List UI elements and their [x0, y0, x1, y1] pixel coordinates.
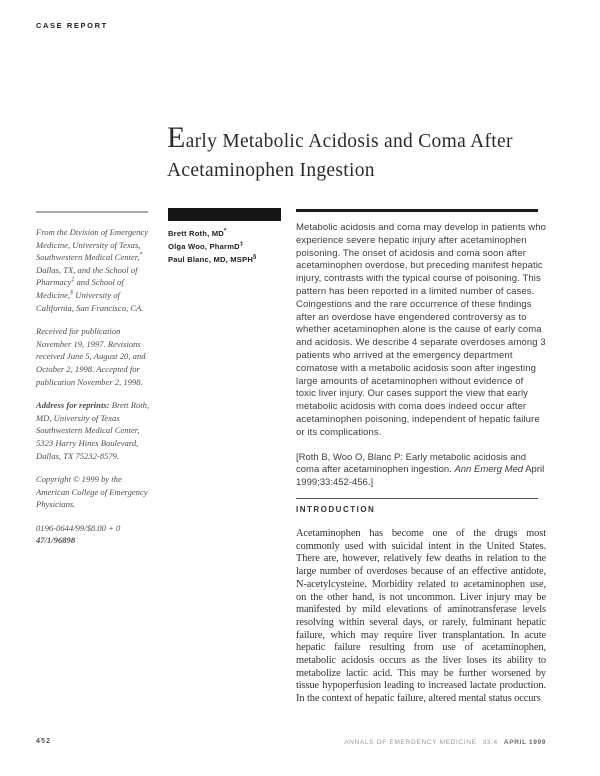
introduction-body: Acetaminophen has become one of the drugs most commonly used with suicidal intent in the United States. There are, however, relatively few deaths in relation to the large number of overdoses because of an effective antidote, N-acetylcysteine. Morbidity related to acetaminophen use, on the other hand, is not uncommon. Liver injury may be manifested by mild elevations of aminotransferase levels resolving within several days, or rarely, fulminant hepatic failure, which may require liver transplantation. In acute hepatic failure resulting from use of acetaminophen, metabolic acidosis occurs as the liver loses its ability to metabolize lactic acid. This may be further worsened by tissue hypoperfusion leading to increased lactate production. In the context of hepatic failure, altered mental status occurs — [296, 528, 546, 705]
footer-date: APRIL 1999 — [503, 739, 546, 746]
affiliation-symbol: * — [139, 252, 143, 259]
reprints-paragraph: Address for reprints: Brett Roth, MD, University of Texas Southwestern Medical Center, 5323 Harry Hines Boulevard, Dallas, TX 75232-8579. — [36, 400, 150, 461]
article-title-line2: Acetaminophen Ingestion — [167, 160, 375, 181]
abstract-text: Metabolic acidosis and coma may develop in patients who experience severe hepatic injury after acetaminophen poisoning. The onset of acidosis and coma soon after acetaminophen overdose, but preceding manifest hepatic injury, contrasts with the typical course of poisoning. This pattern has been reported in a limited number of cases. Coingestions and the rare occurrence of these findings after an overdose have engendered controversy as to whether acetaminophen alone is the cause of early coma and acidosis. We describe 4 separate overdoses among 3 patients who arrived at the emergency department comatose with a metabolic acidosis soon after ingesting large amounts of acetaminophen without evidence of toxic liver injury. Our cases support the view that early metabolic acidosis with coma does indeed occur after acetaminophen poisoning, independent of hepatic failure or its complications. — [296, 222, 546, 438]
author-block-bar — [168, 208, 281, 221]
issn-block — [36, 522, 151, 547]
affiliation-paragraph: From the Division of Emergency Medicine, University of Texas, Southwestern Medical Center,* Dallas, TX, and the School of Pharmacy‡ and School of Medicine,§ University of California, San Francisco, CA. — [36, 227, 149, 313]
page-number: 452 — [36, 738, 52, 745]
author-block — [168, 208, 286, 266]
footer-journal-name: ANNALS OF EMERGENCY MEDICINE — [344, 739, 477, 746]
affiliation-symbol: ‡ — [71, 277, 75, 284]
author-name: Olga Woo, PharmD‡ — [168, 241, 244, 251]
running-footer — [344, 739, 546, 746]
introduction-rule — [296, 498, 538, 499]
author-symbol: ‡ — [239, 241, 244, 248]
author-symbol: § — [253, 254, 257, 261]
abstract-top-rule — [296, 209, 538, 212]
article-title-line1 — [167, 121, 567, 156]
author-symbol: * — [223, 228, 227, 235]
article-title — [167, 121, 567, 185]
article-metadata-sidebar — [36, 211, 151, 547]
footer-issue: 33:4 — [482, 739, 498, 746]
sidebar-top-rule — [36, 211, 148, 213]
introduction-heading: INTRODUCTION — [296, 505, 376, 514]
title-line1-rest: arly Metabolic Acidosis and Coma After — [185, 131, 513, 152]
author-name: Brett Roth, MD* — [168, 228, 227, 238]
citation-paragraph: [Roth B, Woo O, Blanc P: Early metabolic acidosis and coma after acetaminophen ingestion. Ann Emerg Med April 1999;33:452-456.] — [296, 451, 545, 489]
issn-line: 0196-0644/99/$8.00 + 0 — [36, 522, 121, 533]
reprints-label: Address for reprints: — [36, 400, 110, 411]
article-code: 47/1/96898 — [36, 535, 76, 546]
section-kicker: CASE REPORT — [36, 21, 108, 30]
affiliation-symbol: § — [70, 290, 74, 297]
introduction-section — [296, 498, 546, 706]
abstract-column — [296, 209, 546, 490]
journal-name-italic: Ann Emerg Med — [454, 464, 524, 476]
received-dates-paragraph: Received for publication November 19, 1997. Revisions received June 5, August 20, and October 2, 1998. Accepted for publication November 2, 1998. — [36, 326, 146, 387]
author-name: Paul Blanc, MD, MSPH§ — [168, 254, 257, 264]
copyright-paragraph: Copyright © 1999 by the American College of Emergency Physicians. — [36, 474, 148, 510]
title-dropcap: E — [167, 121, 186, 154]
